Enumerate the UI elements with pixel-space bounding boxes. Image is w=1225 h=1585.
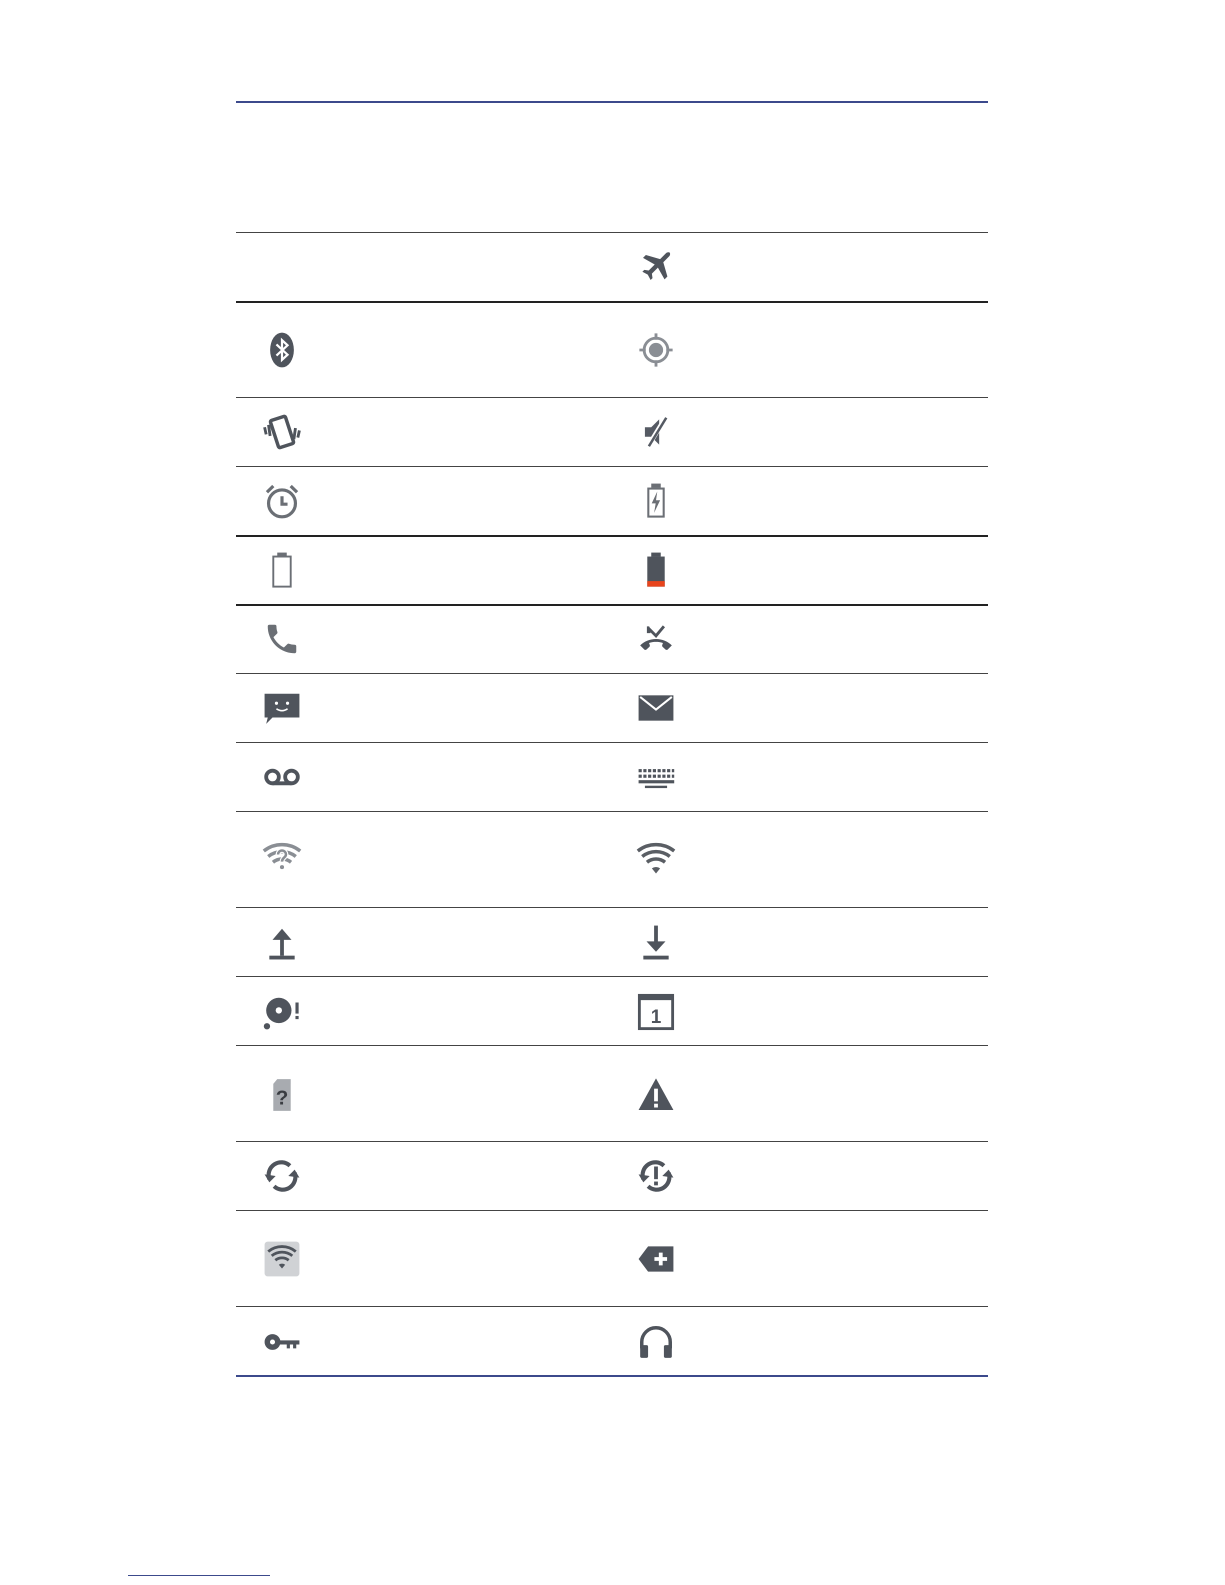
table-row-separator [236, 535, 988, 537]
headset-icon [637, 1323, 675, 1361]
battery-charging-icon [637, 482, 675, 520]
sim-unknown-icon [263, 1076, 301, 1114]
bottom-rule [236, 1375, 988, 1377]
sync-error-icon [637, 1157, 675, 1195]
missed-call-icon [637, 620, 675, 658]
voicemail-icon [263, 758, 301, 796]
table-row-separator [236, 907, 988, 908]
email-icon [637, 689, 675, 727]
gps-icon [637, 331, 675, 369]
battery-low-icon [637, 551, 675, 589]
table-row-separator [236, 1045, 988, 1046]
top-rule [236, 101, 988, 103]
table-row-separator [236, 1306, 988, 1307]
wifi-icon [637, 841, 675, 879]
footer-rule [128, 1575, 270, 1576]
table-row-separator [236, 1141, 988, 1142]
vibrate-icon [263, 413, 301, 451]
table-row-separator [236, 811, 988, 812]
more-notifications-icon [637, 1240, 675, 1278]
bluetooth-icon [263, 331, 301, 369]
sim-glyph: ? [275, 1086, 289, 1110]
calendar-icon [637, 993, 675, 1031]
download-icon [637, 924, 675, 962]
table-row-separator [236, 466, 988, 467]
table-row-separator [236, 604, 988, 606]
upload-icon [263, 924, 301, 962]
table-row-separator [236, 1210, 988, 1211]
table-row-separator [236, 301, 988, 303]
table-row-separator [236, 742, 988, 743]
airplane-icon [637, 248, 675, 286]
battery-empty-icon [263, 551, 301, 589]
alarm-icon [263, 482, 301, 520]
keyboard-icon [637, 758, 675, 796]
call-icon [263, 620, 301, 658]
calendar-day: 1 [650, 1007, 662, 1029]
storage-warning-icon [263, 993, 301, 1031]
sync-icon [263, 1157, 301, 1195]
table-row-separator [236, 397, 988, 398]
wifi-unknown-icon [263, 841, 301, 879]
table-row-separator [236, 232, 988, 233]
vpn-key-icon [263, 1323, 301, 1361]
message-icon [263, 689, 301, 727]
table-row-separator [236, 976, 988, 977]
mute-icon [637, 413, 675, 451]
wifi-hotspot-icon [263, 1240, 301, 1278]
table-row-separator [236, 673, 988, 674]
warning-icon [637, 1076, 675, 1114]
